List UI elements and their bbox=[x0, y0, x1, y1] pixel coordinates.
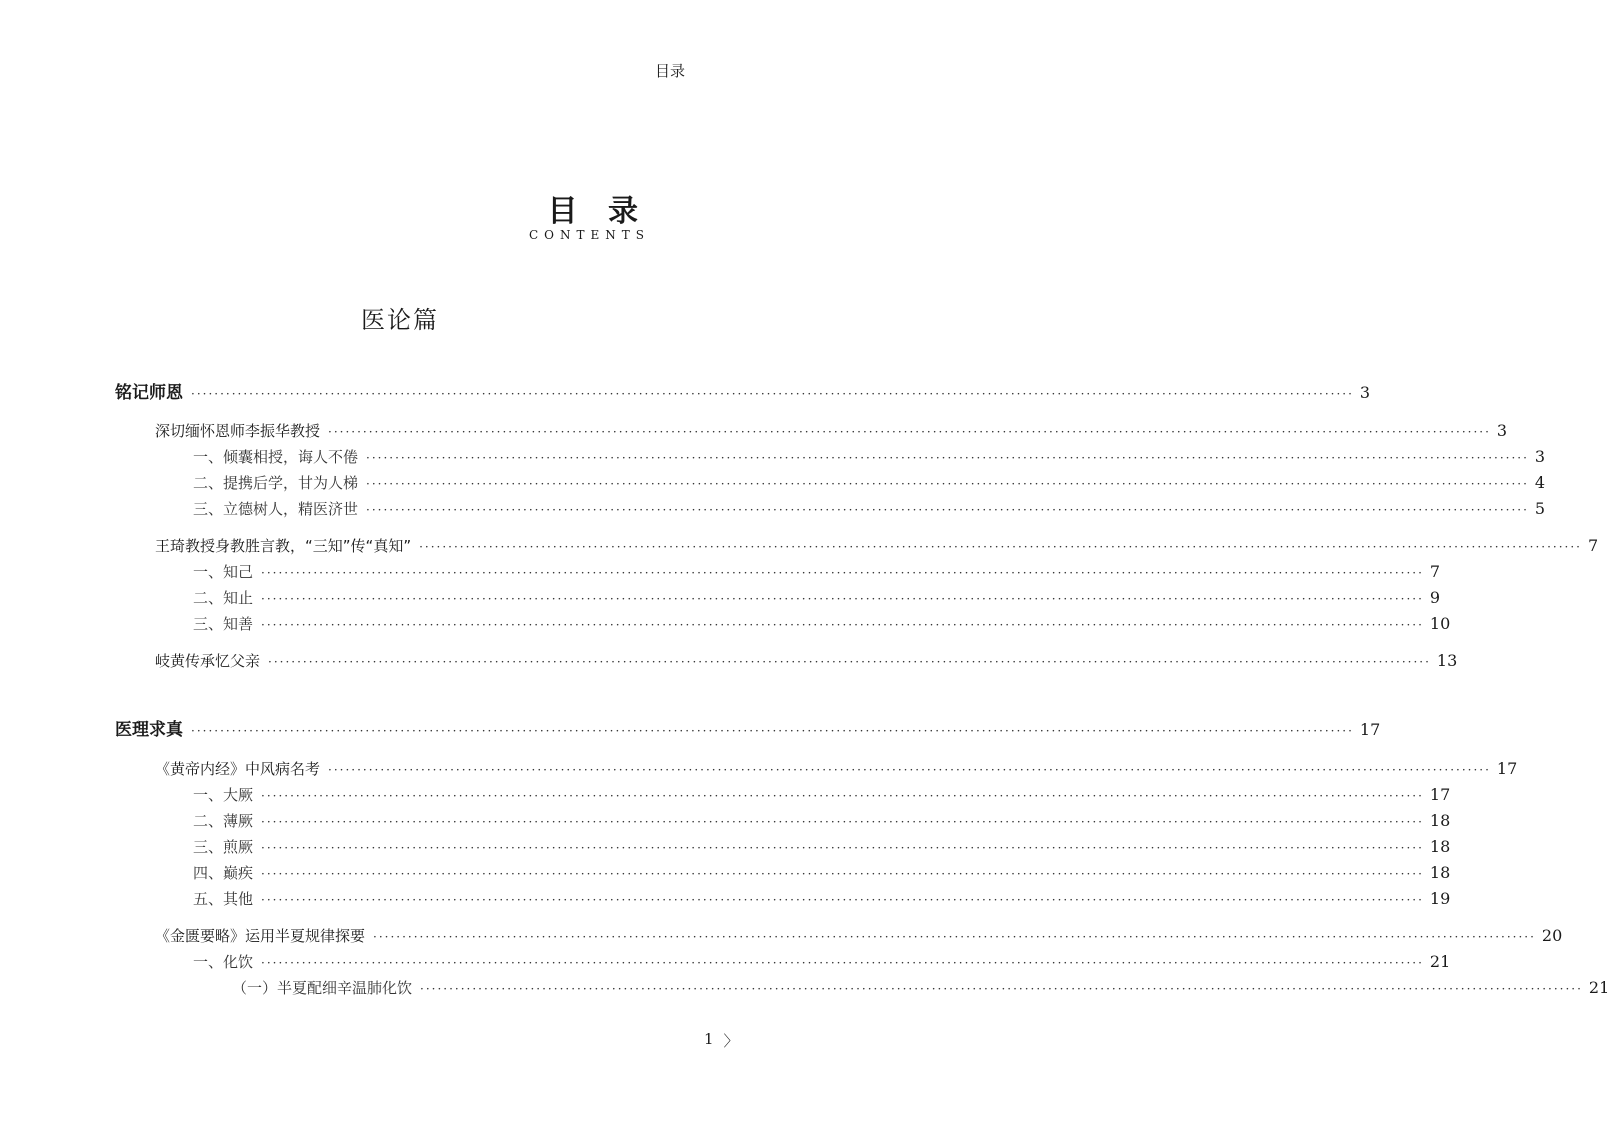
toc-entry-label: 岐黄传承忆父亲 bbox=[155, 652, 261, 670]
toc-entry-label: 一、化饮 bbox=[193, 953, 254, 971]
toc-page-number: 10 bbox=[1429, 614, 1451, 633]
toc-subentry[interactable] bbox=[193, 470, 1546, 496]
toc-subentry[interactable] bbox=[193, 782, 1451, 808]
toc-chapter[interactable] bbox=[155, 923, 1563, 949]
toc-entry-label: 《黄帝内经》中风病名考 bbox=[155, 760, 321, 778]
toc-page-number: 3 bbox=[1359, 383, 1371, 402]
toc-subentry[interactable] bbox=[232, 975, 1609, 1001]
toc-leader-dots: ········································································································································································································ bbox=[261, 566, 1424, 580]
toc-chapter[interactable] bbox=[155, 756, 1518, 782]
toc-entry-label: 铭记师恩 bbox=[115, 383, 183, 403]
toc-entry-label: 三、煎厥 bbox=[193, 838, 254, 856]
toc-subentry[interactable] bbox=[193, 585, 1441, 611]
toc-leader-dots: ········································································································································································································ bbox=[261, 956, 1424, 970]
toc-leader-dots: ········································································································································································································ bbox=[366, 503, 1529, 517]
toc-leader-dots: ········································································································································································································ bbox=[420, 982, 1583, 996]
toc-entry-label: 一、大厥 bbox=[193, 786, 254, 804]
toc-leader-dots: ········································································································································································································ bbox=[366, 477, 1529, 491]
toc-entry-label: 二、提携后学，甘为人梯 bbox=[193, 474, 359, 492]
toc-entry-label: 医理求真 bbox=[115, 720, 183, 740]
toc-page-number: 3 bbox=[1496, 421, 1508, 440]
toc-entry-label: 三、立德树人，精医济世 bbox=[193, 500, 359, 518]
toc-page-number: 4 bbox=[1534, 473, 1546, 492]
toc-subentry[interactable] bbox=[193, 611, 1451, 637]
toc-leader-dots: ········································································································································································································ bbox=[261, 893, 1424, 907]
toc-subentry[interactable] bbox=[193, 496, 1546, 522]
toc-page-number: 17 bbox=[1429, 785, 1451, 804]
toc-leader-dots: ········································································································································································································ bbox=[261, 618, 1424, 632]
toc-page-number: 17 bbox=[1496, 759, 1518, 778]
page-subtitle: CONTENTS bbox=[528, 228, 650, 242]
toc-leader-dots: ········································································································································································································ bbox=[268, 655, 1431, 669]
toc-entry-label: 一、倾囊相授，诲人不倦 bbox=[193, 448, 359, 466]
toc-subentry[interactable] bbox=[193, 860, 1451, 886]
page-footer bbox=[704, 1030, 739, 1051]
toc-page-number: 19 bbox=[1429, 889, 1451, 908]
toc-page-number: 18 bbox=[1429, 837, 1451, 856]
running-head: 目录 bbox=[655, 62, 686, 80]
toc-chapter[interactable] bbox=[155, 418, 1508, 444]
page-title: 目 录 bbox=[547, 194, 648, 229]
toc-leader-dots: ········································································································································································································ bbox=[366, 451, 1529, 465]
toc-page-number: 13 bbox=[1436, 651, 1458, 670]
toc-entry-label: 《金匮要略》运用半夏规律探要 bbox=[155, 927, 366, 945]
toc-subentry[interactable] bbox=[193, 444, 1546, 470]
toc-leader-dots: ········································································································································································································ bbox=[328, 763, 1491, 777]
toc-entry-label: 五、其他 bbox=[193, 890, 254, 908]
toc-entry-label: 二、薄厥 bbox=[193, 812, 254, 830]
toc-leader-dots: ········································································································································································································ bbox=[261, 789, 1424, 803]
toc-page-number: 5 bbox=[1534, 499, 1546, 518]
toc-subentry[interactable] bbox=[193, 559, 1441, 585]
toc-leader-dots: ········································································································································································································ bbox=[419, 540, 1582, 554]
toc-entry-label: 一、知己 bbox=[193, 563, 254, 581]
toc-leader-dots: ········································································································································································································ bbox=[261, 592, 1424, 606]
toc-entry-label: 深切缅怀恩师李振华教授 bbox=[155, 422, 321, 440]
toc-subentry[interactable] bbox=[193, 886, 1451, 912]
toc-leader-dots: ········································································································································································································ bbox=[191, 387, 1354, 401]
toc-page-number: 21 bbox=[1429, 952, 1451, 971]
toc-page-number: 17 bbox=[1359, 720, 1381, 739]
toc-page-number: 21 bbox=[1588, 978, 1609, 997]
toc-leader-dots: ········································································································································································································ bbox=[261, 841, 1424, 855]
toc-chapter[interactable] bbox=[155, 533, 1599, 559]
toc-entry-label: 四、巅疾 bbox=[193, 864, 254, 882]
toc-leader-dots: ········································································································································································································ bbox=[328, 425, 1491, 439]
toc-leader-dots: ········································································································································································································ bbox=[261, 815, 1424, 829]
part-title: 医论篇 bbox=[361, 306, 439, 334]
toc-page-number: 7 bbox=[1587, 536, 1599, 555]
toc-page-number: 9 bbox=[1429, 588, 1441, 607]
toc-entry-label: 三、知善 bbox=[193, 615, 254, 633]
toc-leader-dots: ········································································································································································································ bbox=[261, 867, 1424, 881]
toc-page-number: 18 bbox=[1429, 863, 1451, 882]
toc-section[interactable] bbox=[115, 717, 1381, 743]
toc-subentry[interactable] bbox=[193, 808, 1451, 834]
toc-page-number: 3 bbox=[1534, 447, 1546, 466]
toc-entry-label: （一）半夏配细辛温肺化饮 bbox=[232, 979, 413, 997]
toc-page-number: 20 bbox=[1541, 926, 1563, 945]
toc-subentry[interactable] bbox=[193, 949, 1451, 975]
toc-page-number: 18 bbox=[1429, 811, 1451, 830]
page-number: 1 bbox=[704, 1030, 714, 1048]
toc-entry-label: 二、知止 bbox=[193, 589, 254, 607]
toc-subentry[interactable] bbox=[193, 834, 1451, 860]
toc-leader-dots: ········································································································································································································ bbox=[191, 724, 1354, 738]
toc-chapter[interactable] bbox=[155, 648, 1458, 674]
toc-section[interactable] bbox=[115, 380, 1371, 406]
toc-page-number: 7 bbox=[1429, 562, 1441, 581]
toc-leader-dots: ········································································································································································································ bbox=[373, 930, 1536, 944]
toc-entry-label: 王琦教授身教胜言教，“三知”传“真知” bbox=[155, 537, 412, 555]
next-page-icon[interactable]: 〉 bbox=[723, 1032, 739, 1050]
